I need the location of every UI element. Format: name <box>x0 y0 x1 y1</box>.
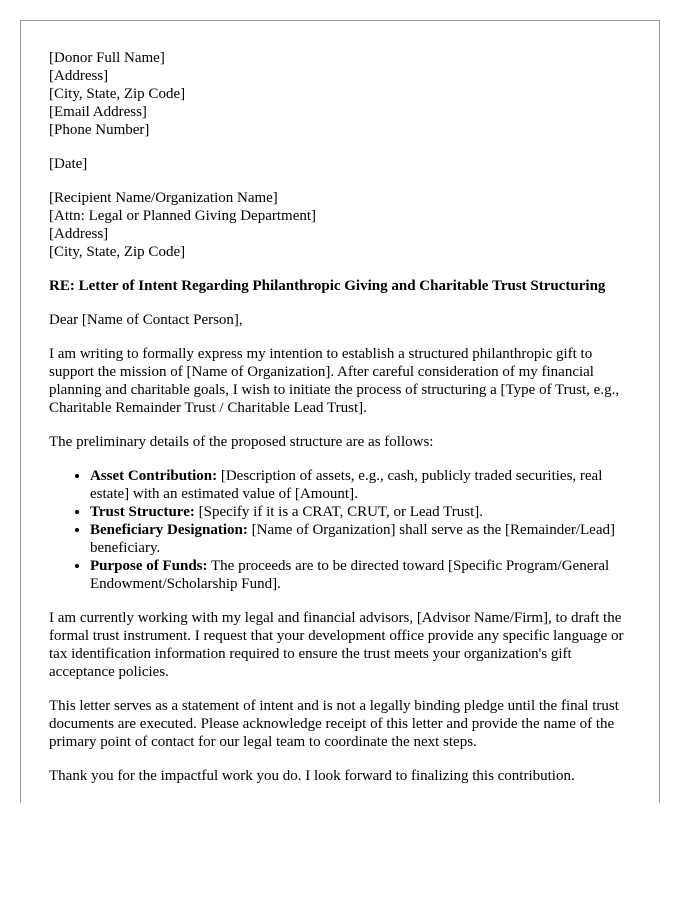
list-item-purpose-of-funds <box>90 557 635 593</box>
list-item-text: [Name of Organization] shall serve as the [Remainder/Lead] beneficiary. <box>90 522 615 556</box>
recipient-address: [Address] <box>49 226 109 242</box>
date-block <box>49 155 635 173</box>
intent-paragraph: This letter serves as a statement of intent and is not a legally binding pledge until the final trust documents are executed. Please acknowledge receipt of this letter and provide the name of the primary point of contact for our legal team to coordinate the next steps. <box>49 698 619 750</box>
closing-paragraph: Thank you for the impactful work you do. I look forward to finalizing this contribution. <box>49 768 575 784</box>
intro-paragraph: I am writing to formally express my intention to establish a structured philanthropic gift to support the mission of [Name of Organization]. After careful consideration of my financial planning and charitable goals, I wish to initiate the process of structuring a [Type of Trust, e.g., Charitable Remainder Trust / Charitable Lead Trust]. <box>49 346 620 416</box>
letter-content <box>49 49 635 785</box>
list-item-label: Trust Structure: <box>90 504 195 520</box>
list-item-label: Purpose of Funds: <box>90 558 208 574</box>
sender-city-state-zip: [City, State, Zip Code] <box>49 86 186 102</box>
sender-phone: [Phone Number] <box>49 122 150 138</box>
subject-line: RE: Letter of Intent Regarding Philanthropic Giving and Charitable Trust Structuring <box>49 278 606 294</box>
sender-block <box>49 49 635 139</box>
recipient-city-state-zip: [City, State, Zip Code] <box>49 244 186 260</box>
details-list <box>49 467 635 593</box>
recipient-attn: [Attn: Legal or Planned Giving Department] <box>49 208 317 224</box>
list-item-text: [Description of assets, e.g., cash, publicly traded securities, real estate] with an estimated value of [Amount]. <box>90 468 603 502</box>
list-item-beneficiary-designation <box>90 521 635 557</box>
sender-name: [Donor Full Name] <box>49 50 165 66</box>
recipient-block <box>49 189 635 261</box>
letter-date: [Date] <box>49 156 88 172</box>
recipient-name: [Recipient Name/Organization Name] <box>49 190 278 206</box>
advisors-paragraph: I am currently working with my legal and financial advisors, [Advisor Name/Firm], to draft the formal trust instrument. I request that your development office provide any specific language or tax identification information required to ensure the trust meets your organization's gift acceptance policies. <box>49 610 624 680</box>
list-item-text: The proceeds are to be directed toward [Specific Program/General Endowment/Scholarship Fund]. <box>90 558 610 592</box>
letter-page <box>20 20 660 803</box>
salutation: Dear [Name of Contact Person], <box>49 312 243 328</box>
list-item-label: Asset Contribution: <box>90 468 218 484</box>
list-item-trust-structure <box>90 503 635 521</box>
sender-address: [Address] <box>49 68 109 84</box>
list-item-text: [Specify if it is a CRAT, CRUT, or Lead Trust]. <box>198 504 484 520</box>
list-item-asset-contribution <box>90 467 635 503</box>
sender-email: [Email Address] <box>49 104 147 120</box>
list-item-label: Beneficiary Designation: <box>90 522 248 538</box>
details-lead-paragraph: The preliminary details of the proposed structure are as follows: <box>49 434 434 450</box>
